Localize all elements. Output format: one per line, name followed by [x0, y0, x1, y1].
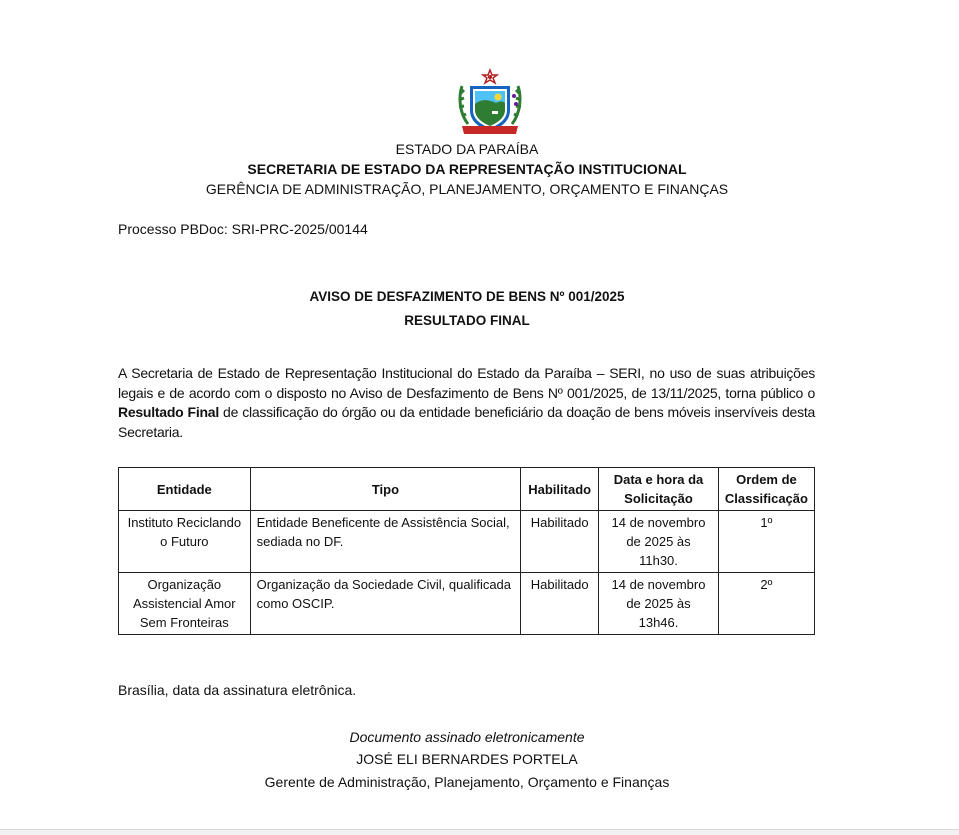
cell-tipo: Entidade Beneficente de Assistência Social, sediada no DF. — [250, 511, 521, 573]
column-header-entidade: Entidade — [119, 468, 251, 511]
cell-habilitado: Habilitado — [521, 511, 599, 573]
cell-tipo: Organização da Sociedade Civil, qualificada como OSCIP. — [250, 573, 521, 635]
body-text-start: A Secretaria de Estado de Representação Institucional do Estado da Paraíba – SERI, no uso de suas atribuições legais e de acordo com o disposto no Aviso de Desfazimento de Bens Nº 001/2025, de 13/11/2025, torna público o — [118, 365, 815, 401]
notice-title: AVISO DE DESFAZIMENTO DE BENS Nº 001/2025 — [309, 289, 625, 304]
column-header-ordem: Ordem de Classificação — [718, 468, 814, 511]
process-number: Processo PBDoc: SRI-PRC-2025/00144 — [118, 221, 368, 237]
signature-note: Documento assinado eletronicamente — [349, 729, 585, 745]
cell-ordem: 2º — [718, 573, 814, 635]
cell-data-hora: 14 de novembro de 2025 às 13h46. — [599, 573, 719, 635]
signer-role: Gerente de Administração, Planejamento, Orçamento e Finanças — [264, 774, 670, 790]
cell-data-hora: 14 de novembro de 2025 às 11h30. — [599, 511, 719, 573]
body-paragraph — [118, 364, 815, 442]
table-row — [119, 511, 815, 573]
signer-name: JOSÉ ELI BERNARDES PORTELA — [356, 751, 578, 767]
cell-habilitado: Habilitado — [521, 573, 599, 635]
body-text-bold: Resultado Final — [118, 404, 219, 420]
notice-subtitle: RESULTADO FINAL — [404, 313, 530, 328]
state-name: ESTADO DA PARAÍBA — [395, 141, 539, 157]
cell-entidade: Organização Assistencial Amor Sem Fronteiras — [119, 573, 251, 635]
table-row — [119, 573, 815, 635]
paraiba-coat-of-arms-icon — [456, 68, 524, 138]
cell-ordem: 1º — [718, 511, 814, 573]
column-header-habilitado: Habilitado — [521, 468, 599, 511]
cell-entidade: Instituto Reciclando o Futuro — [119, 511, 251, 573]
column-header-data-hora: Data e hora da Solicitação — [599, 468, 719, 511]
department-name: GERÊNCIA DE ADMINISTRAÇÃO, PLANEJAMENTO, ORÇAMENTO E FINANÇAS — [205, 181, 729, 197]
column-header-tipo: Tipo — [250, 468, 521, 511]
secretariat-name: SECRETARIA DE ESTADO DA REPRESENTAÇÃO INSTITUCIONAL — [247, 161, 687, 177]
results-table — [118, 467, 815, 635]
body-text-end: de classificação do órgão ou da entidade beneficiário da doação de bens móveis inservíveis desta Secretaria. — [118, 404, 815, 440]
table-header-row — [119, 468, 815, 511]
place-date-line: Brasília, data da assinatura eletrônica. — [118, 682, 357, 698]
